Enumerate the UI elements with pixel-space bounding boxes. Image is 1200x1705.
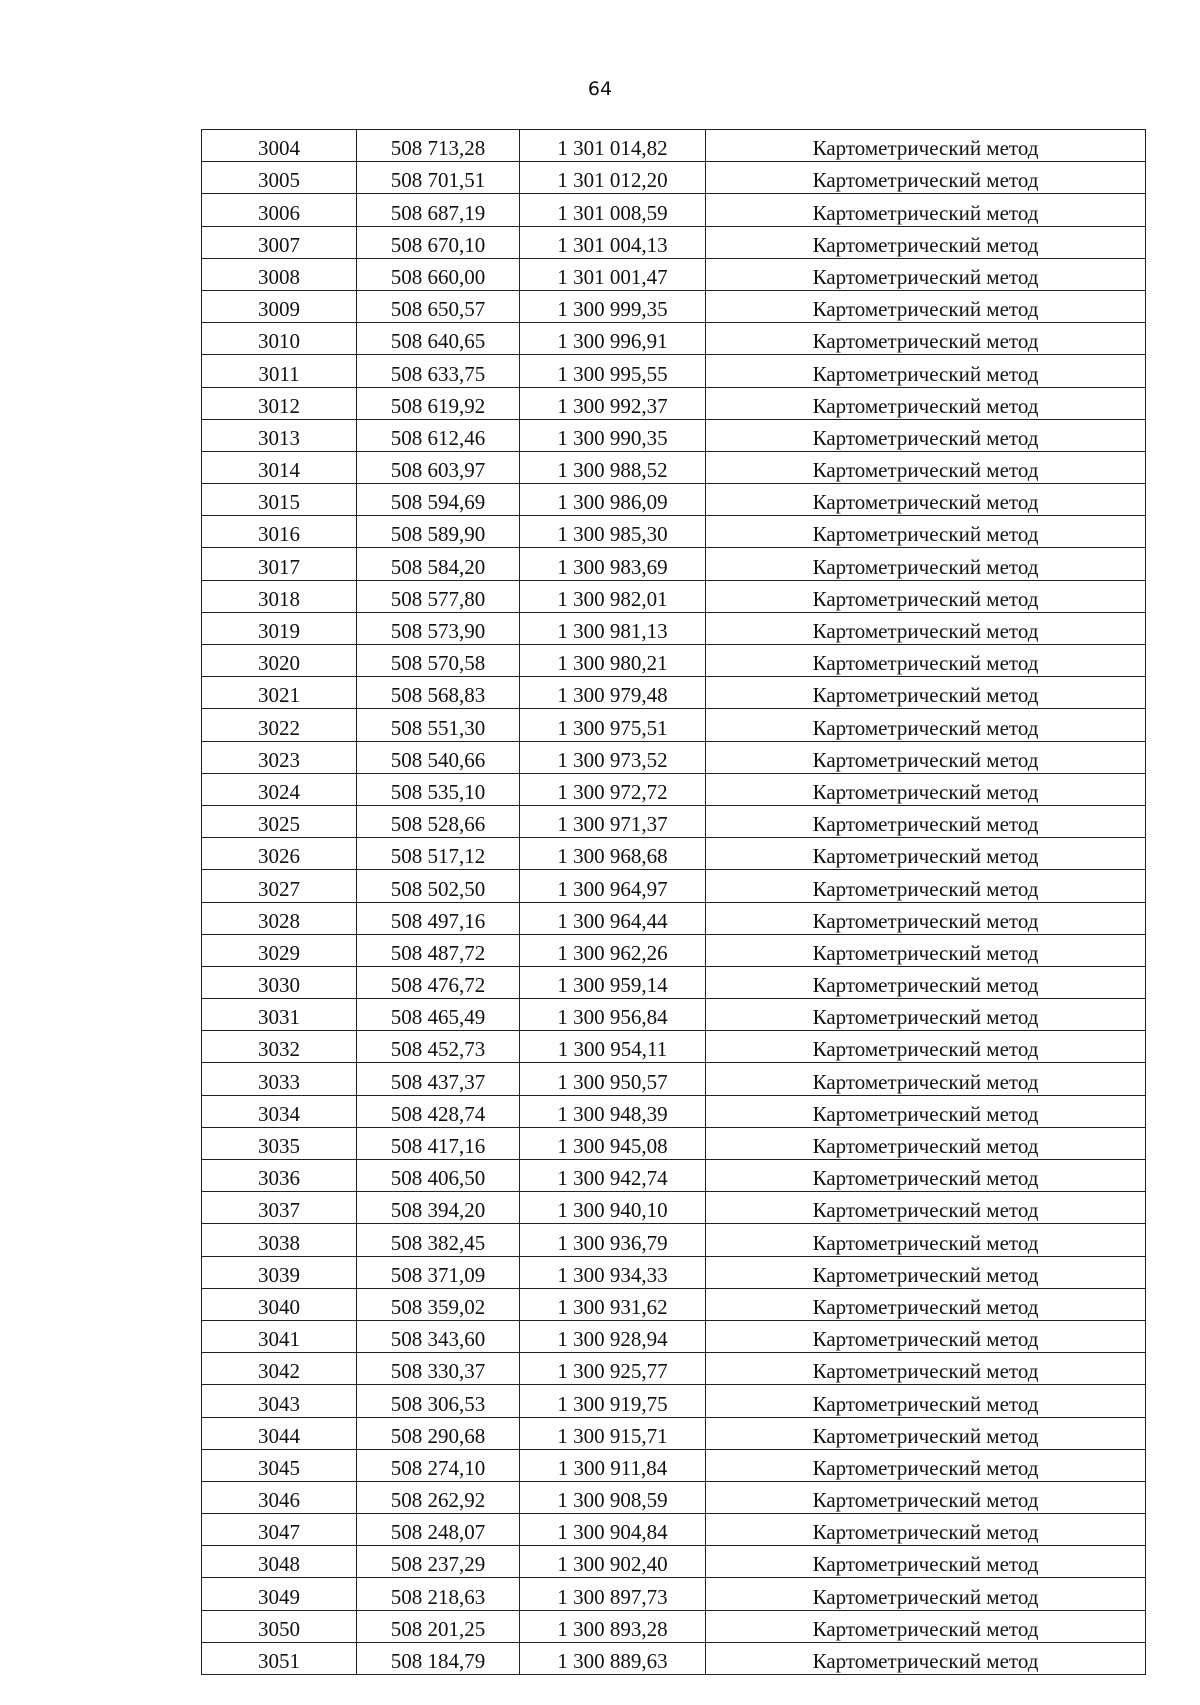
method-cell: Картометрический метод — [706, 1417, 1146, 1449]
table-row — [202, 1224, 1146, 1256]
y-coordinate-cell: 1 300 968,68 — [520, 838, 706, 870]
point-number-cell: 3007 — [202, 226, 357, 258]
method-cell: Картометрический метод — [706, 1610, 1146, 1642]
point-number-cell: 3011 — [202, 355, 357, 387]
table-row — [202, 355, 1146, 387]
coordinates-table — [201, 129, 1146, 1675]
method-cell: Картометрический метод — [706, 1353, 1146, 1385]
method-cell: Картометрический метод — [706, 870, 1146, 902]
y-coordinate-cell: 1 300 950,57 — [520, 1063, 706, 1095]
table-row — [202, 999, 1146, 1031]
x-coordinate-cell: 508 612,46 — [357, 419, 520, 451]
table-row — [202, 1481, 1146, 1513]
method-cell: Картометрический метод — [706, 1063, 1146, 1095]
x-coordinate-cell: 508 687,19 — [357, 194, 520, 226]
y-coordinate-cell: 1 300 973,52 — [520, 741, 706, 773]
x-coordinate-cell: 508 274,10 — [357, 1449, 520, 1481]
method-cell: Картометрический метод — [706, 645, 1146, 677]
table-row — [202, 1449, 1146, 1481]
y-coordinate-cell: 1 300 919,75 — [520, 1385, 706, 1417]
y-coordinate-cell: 1 300 956,84 — [520, 999, 706, 1031]
y-coordinate-cell: 1 300 964,97 — [520, 870, 706, 902]
table-row — [202, 1320, 1146, 1352]
table-row — [202, 1127, 1146, 1159]
y-coordinate-cell: 1 300 979,48 — [520, 677, 706, 709]
point-number-cell: 3051 — [202, 1642, 357, 1674]
point-number-cell: 3025 — [202, 805, 357, 837]
method-cell: Картометрический метод — [706, 580, 1146, 612]
x-coordinate-cell: 508 670,10 — [357, 226, 520, 258]
y-coordinate-cell: 1 300 985,30 — [520, 516, 706, 548]
method-cell: Картометрический метод — [706, 773, 1146, 805]
table-row — [202, 1578, 1146, 1610]
table-row — [202, 1256, 1146, 1288]
y-coordinate-cell: 1 301 012,20 — [520, 162, 706, 194]
table-row — [202, 290, 1146, 322]
point-number-cell: 3035 — [202, 1127, 357, 1159]
x-coordinate-cell: 508 201,25 — [357, 1610, 520, 1642]
table-row — [202, 1192, 1146, 1224]
x-coordinate-cell: 508 237,29 — [357, 1546, 520, 1578]
method-cell: Картометрический метод — [706, 1095, 1146, 1127]
x-coordinate-cell: 508 382,45 — [357, 1224, 520, 1256]
method-cell: Картометрический метод — [706, 1578, 1146, 1610]
y-coordinate-cell: 1 300 911,84 — [520, 1449, 706, 1481]
table-row — [202, 1514, 1146, 1546]
x-coordinate-cell: 508 306,53 — [357, 1385, 520, 1417]
point-number-cell: 3027 — [202, 870, 357, 902]
point-number-cell: 3050 — [202, 1610, 357, 1642]
x-coordinate-cell: 508 650,57 — [357, 290, 520, 322]
x-coordinate-cell: 508 551,30 — [357, 709, 520, 741]
point-number-cell: 3019 — [202, 612, 357, 644]
y-coordinate-cell: 1 301 001,47 — [520, 258, 706, 290]
table-row — [202, 966, 1146, 998]
method-cell: Картометрический метод — [706, 1031, 1146, 1063]
point-number-cell: 3048 — [202, 1546, 357, 1578]
point-number-cell: 3031 — [202, 999, 357, 1031]
x-coordinate-cell: 508 577,80 — [357, 580, 520, 612]
x-coordinate-cell: 508 701,51 — [357, 162, 520, 194]
point-number-cell: 3038 — [202, 1224, 357, 1256]
table-row — [202, 1353, 1146, 1385]
point-number-cell: 3012 — [202, 387, 357, 419]
point-number-cell: 3024 — [202, 773, 357, 805]
x-coordinate-cell: 508 497,16 — [357, 902, 520, 934]
table-row — [202, 548, 1146, 580]
x-coordinate-cell: 508 248,07 — [357, 1514, 520, 1546]
point-number-cell: 3036 — [202, 1160, 357, 1192]
x-coordinate-cell: 508 568,83 — [357, 677, 520, 709]
point-number-cell: 3008 — [202, 258, 357, 290]
y-coordinate-cell: 1 300 902,40 — [520, 1546, 706, 1578]
y-coordinate-cell: 1 300 931,62 — [520, 1288, 706, 1320]
point-number-cell: 3016 — [202, 516, 357, 548]
point-number-cell: 3026 — [202, 838, 357, 870]
x-coordinate-cell: 508 437,37 — [357, 1063, 520, 1095]
y-coordinate-cell: 1 301 004,13 — [520, 226, 706, 258]
point-number-cell: 3017 — [202, 548, 357, 580]
y-coordinate-cell: 1 301 014,82 — [520, 130, 706, 162]
method-cell: Картометрический метод — [706, 1320, 1146, 1352]
y-coordinate-cell: 1 300 925,77 — [520, 1353, 706, 1385]
x-coordinate-cell: 508 535,10 — [357, 773, 520, 805]
x-coordinate-cell: 508 184,79 — [357, 1642, 520, 1674]
y-coordinate-cell: 1 300 954,11 — [520, 1031, 706, 1063]
table-row — [202, 258, 1146, 290]
table-row — [202, 870, 1146, 902]
y-coordinate-cell: 1 300 982,01 — [520, 580, 706, 612]
point-number-cell: 3037 — [202, 1192, 357, 1224]
x-coordinate-cell: 508 502,50 — [357, 870, 520, 902]
point-number-cell: 3029 — [202, 934, 357, 966]
y-coordinate-cell: 1 300 999,35 — [520, 290, 706, 322]
method-cell: Картометрический метод — [706, 709, 1146, 741]
y-coordinate-cell: 1 300 964,44 — [520, 902, 706, 934]
method-cell: Картометрический метод — [706, 419, 1146, 451]
table-row — [202, 1610, 1146, 1642]
method-cell: Картометрический метод — [706, 451, 1146, 483]
table-row — [202, 902, 1146, 934]
point-number-cell: 3010 — [202, 323, 357, 355]
y-coordinate-cell: 1 300 908,59 — [520, 1481, 706, 1513]
method-cell: Картометрический метод — [706, 1385, 1146, 1417]
coordinates-table-body — [202, 130, 1146, 1675]
table-row — [202, 484, 1146, 516]
y-coordinate-cell: 1 300 942,74 — [520, 1160, 706, 1192]
point-number-cell: 3041 — [202, 1320, 357, 1352]
table-row — [202, 1288, 1146, 1320]
table-row — [202, 612, 1146, 644]
x-coordinate-cell: 508 476,72 — [357, 966, 520, 998]
method-cell: Картометрический метод — [706, 1224, 1146, 1256]
y-coordinate-cell: 1 300 992,37 — [520, 387, 706, 419]
table-row — [202, 387, 1146, 419]
table-row — [202, 1095, 1146, 1127]
point-number-cell: 3042 — [202, 1353, 357, 1385]
table-row — [202, 194, 1146, 226]
point-number-cell: 3013 — [202, 419, 357, 451]
method-cell: Картометрический метод — [706, 290, 1146, 322]
method-cell: Картометрический метод — [706, 162, 1146, 194]
y-coordinate-cell: 1 300 995,55 — [520, 355, 706, 387]
table-row — [202, 226, 1146, 258]
point-number-cell: 3030 — [202, 966, 357, 998]
x-coordinate-cell: 508 465,49 — [357, 999, 520, 1031]
method-cell: Картометрический метод — [706, 355, 1146, 387]
y-coordinate-cell: 1 300 981,13 — [520, 612, 706, 644]
method-cell: Картометрический метод — [706, 258, 1146, 290]
y-coordinate-cell: 1 300 980,21 — [520, 645, 706, 677]
x-coordinate-cell: 508 713,28 — [357, 130, 520, 162]
point-number-cell: 3045 — [202, 1449, 357, 1481]
y-coordinate-cell: 1 300 948,39 — [520, 1095, 706, 1127]
method-cell: Картометрический метод — [706, 1514, 1146, 1546]
x-coordinate-cell: 508 428,74 — [357, 1095, 520, 1127]
y-coordinate-cell: 1 300 893,28 — [520, 1610, 706, 1642]
point-number-cell: 3006 — [202, 194, 357, 226]
method-cell: Картометрический метод — [706, 934, 1146, 966]
table-row — [202, 516, 1146, 548]
method-cell: Картометрический метод — [706, 1127, 1146, 1159]
method-cell: Картометрический метод — [706, 902, 1146, 934]
x-coordinate-cell: 508 619,92 — [357, 387, 520, 419]
point-number-cell: 3004 — [202, 130, 357, 162]
method-cell: Картометрический метод — [706, 1642, 1146, 1674]
point-number-cell: 3040 — [202, 1288, 357, 1320]
method-cell: Картометрический метод — [706, 838, 1146, 870]
x-coordinate-cell: 508 594,69 — [357, 484, 520, 516]
x-coordinate-cell: 508 517,12 — [357, 838, 520, 870]
x-coordinate-cell: 508 660,00 — [357, 258, 520, 290]
y-coordinate-cell: 1 300 897,73 — [520, 1578, 706, 1610]
x-coordinate-cell: 508 290,68 — [357, 1417, 520, 1449]
x-coordinate-cell: 508 359,02 — [357, 1288, 520, 1320]
method-cell: Картометрический метод — [706, 805, 1146, 837]
x-coordinate-cell: 508 540,66 — [357, 741, 520, 773]
y-coordinate-cell: 1 300 904,84 — [520, 1514, 706, 1546]
x-coordinate-cell: 508 487,72 — [357, 934, 520, 966]
point-number-cell: 3014 — [202, 451, 357, 483]
x-coordinate-cell: 508 452,73 — [357, 1031, 520, 1063]
x-coordinate-cell: 508 394,20 — [357, 1192, 520, 1224]
point-number-cell: 3018 — [202, 580, 357, 612]
table-row — [202, 323, 1146, 355]
x-coordinate-cell: 508 584,20 — [357, 548, 520, 580]
y-coordinate-cell: 1 301 008,59 — [520, 194, 706, 226]
table-row — [202, 773, 1146, 805]
point-number-cell: 3015 — [202, 484, 357, 516]
method-cell: Картометрический метод — [706, 612, 1146, 644]
x-coordinate-cell: 508 528,66 — [357, 805, 520, 837]
y-coordinate-cell: 1 300 945,08 — [520, 1127, 706, 1159]
table-row — [202, 1417, 1146, 1449]
y-coordinate-cell: 1 300 915,71 — [520, 1417, 706, 1449]
table-row — [202, 1642, 1146, 1674]
y-coordinate-cell: 1 300 962,26 — [520, 934, 706, 966]
point-number-cell: 3022 — [202, 709, 357, 741]
method-cell: Картометрический метод — [706, 323, 1146, 355]
y-coordinate-cell: 1 300 971,37 — [520, 805, 706, 837]
method-cell: Картометрический метод — [706, 194, 1146, 226]
method-cell: Картометрический метод — [706, 484, 1146, 516]
point-number-cell: 3033 — [202, 1063, 357, 1095]
method-cell: Картометрический метод — [706, 387, 1146, 419]
table-row — [202, 838, 1146, 870]
point-number-cell: 3034 — [202, 1095, 357, 1127]
table-row — [202, 419, 1146, 451]
y-coordinate-cell: 1 300 936,79 — [520, 1224, 706, 1256]
x-coordinate-cell: 508 406,50 — [357, 1160, 520, 1192]
point-number-cell: 3049 — [202, 1578, 357, 1610]
y-coordinate-cell: 1 300 934,33 — [520, 1256, 706, 1288]
table-row — [202, 1546, 1146, 1578]
method-cell: Картометрический метод — [706, 999, 1146, 1031]
method-cell: Картометрический метод — [706, 966, 1146, 998]
x-coordinate-cell: 508 573,90 — [357, 612, 520, 644]
point-number-cell: 3047 — [202, 1514, 357, 1546]
method-cell: Картометрический метод — [706, 1160, 1146, 1192]
method-cell: Картометрический метод — [706, 741, 1146, 773]
table-row — [202, 934, 1146, 966]
y-coordinate-cell: 1 300 972,72 — [520, 773, 706, 805]
method-cell: Картометрический метод — [706, 1256, 1146, 1288]
table-row — [202, 805, 1146, 837]
x-coordinate-cell: 508 417,16 — [357, 1127, 520, 1159]
method-cell: Картометрический метод — [706, 1481, 1146, 1513]
y-coordinate-cell: 1 300 988,52 — [520, 451, 706, 483]
method-cell: Картометрический метод — [706, 1192, 1146, 1224]
point-number-cell: 3032 — [202, 1031, 357, 1063]
method-cell: Картометрический метод — [706, 1288, 1146, 1320]
x-coordinate-cell: 508 589,90 — [357, 516, 520, 548]
x-coordinate-cell: 508 330,37 — [357, 1353, 520, 1385]
point-number-cell: 3009 — [202, 290, 357, 322]
table-row — [202, 1031, 1146, 1063]
table-row — [202, 709, 1146, 741]
point-number-cell: 3039 — [202, 1256, 357, 1288]
method-cell: Картометрический метод — [706, 516, 1146, 548]
point-number-cell: 3020 — [202, 645, 357, 677]
y-coordinate-cell: 1 300 990,35 — [520, 419, 706, 451]
x-coordinate-cell: 508 371,09 — [357, 1256, 520, 1288]
point-number-cell: 3043 — [202, 1385, 357, 1417]
method-cell: Картометрический метод — [706, 226, 1146, 258]
method-cell: Картометрический метод — [706, 677, 1146, 709]
x-coordinate-cell: 508 640,65 — [357, 323, 520, 355]
y-coordinate-cell: 1 300 996,91 — [520, 323, 706, 355]
y-coordinate-cell: 1 300 983,69 — [520, 548, 706, 580]
method-cell: Картометрический метод — [706, 1546, 1146, 1578]
table-row — [202, 1063, 1146, 1095]
y-coordinate-cell: 1 300 928,94 — [520, 1320, 706, 1352]
point-number-cell: 3028 — [202, 902, 357, 934]
x-coordinate-cell: 508 633,75 — [357, 355, 520, 387]
point-number-cell: 3005 — [202, 162, 357, 194]
table-row — [202, 645, 1146, 677]
table-row — [202, 741, 1146, 773]
page-number: 64 — [587, 78, 613, 100]
table-row — [202, 130, 1146, 162]
table-row — [202, 1160, 1146, 1192]
table-row — [202, 1385, 1146, 1417]
table-row — [202, 162, 1146, 194]
x-coordinate-cell: 508 262,92 — [357, 1481, 520, 1513]
method-cell: Картометрический метод — [706, 1449, 1146, 1481]
y-coordinate-cell: 1 300 975,51 — [520, 709, 706, 741]
point-number-cell: 3044 — [202, 1417, 357, 1449]
x-coordinate-cell: 508 603,97 — [357, 451, 520, 483]
x-coordinate-cell: 508 570,58 — [357, 645, 520, 677]
table-row — [202, 677, 1146, 709]
y-coordinate-cell: 1 300 986,09 — [520, 484, 706, 516]
y-coordinate-cell: 1 300 959,14 — [520, 966, 706, 998]
point-number-cell: 3046 — [202, 1481, 357, 1513]
y-coordinate-cell: 1 300 940,10 — [520, 1192, 706, 1224]
method-cell: Картометрический метод — [706, 548, 1146, 580]
x-coordinate-cell: 508 218,63 — [357, 1578, 520, 1610]
y-coordinate-cell: 1 300 889,63 — [520, 1642, 706, 1674]
point-number-cell: 3021 — [202, 677, 357, 709]
x-coordinate-cell: 508 343,60 — [357, 1320, 520, 1352]
point-number-cell: 3023 — [202, 741, 357, 773]
method-cell: Картометрический метод — [706, 130, 1146, 162]
table-row — [202, 451, 1146, 483]
table-row — [202, 580, 1146, 612]
